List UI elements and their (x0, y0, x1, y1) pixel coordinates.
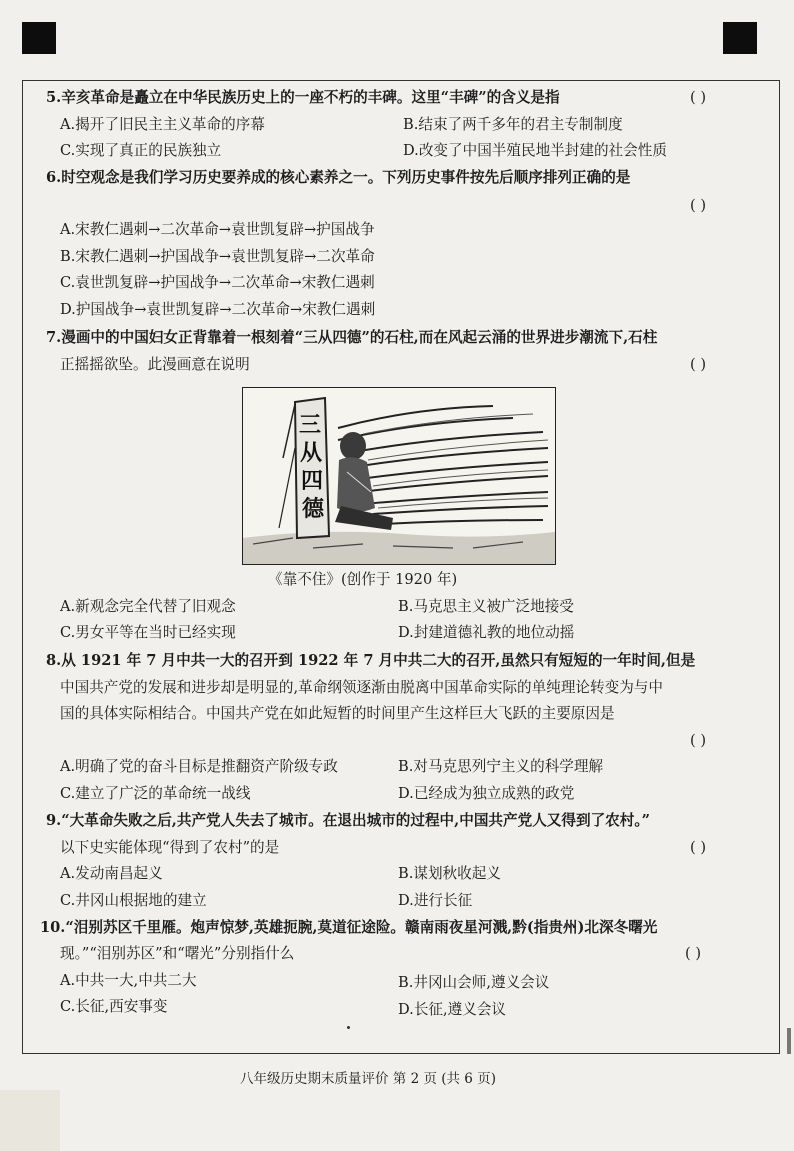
q5-option-b: B.结束了两千多年的君主专制制度 (403, 116, 623, 133)
q9-answer-bracket: ( ) (690, 839, 707, 856)
q10-stem-line1: 10.“泪别苏区千里雁。炮声惊梦,英雄扼腕,莫道征途险。赣南雨夜星河溅,黔(指贵州)北深冬曙光 (40, 919, 658, 936)
q5-option-d: D.改变了中国半殖民地半封建的社会性质 (403, 142, 667, 159)
q6-stem: 6.时空观念是我们学习历史要养成的核心素养之一。下列历史事件按先后顺序排列正确的是 (46, 169, 631, 186)
q9-stem-line2: 以下史实能体现“得到了农村”的是 (60, 839, 280, 856)
q8-answer-bracket: ( ) (690, 732, 707, 749)
q6-option-d: D.护国战争→袁世凯复辟→二次革命→宋教仁遇刺 (60, 301, 376, 318)
pillar-char-2: 从 (299, 441, 323, 466)
q7-option-b: B.马克思主义被广泛地接受 (398, 598, 574, 615)
q6-answer-bracket: ( ) (690, 197, 707, 214)
scan-edge-mark (787, 1028, 791, 1054)
q6-option-b: B.宋教仁遇刺→护国战争→袁世凯复辟→二次革命 (60, 248, 375, 265)
q5-option-c: C.实现了真正的民族独立 (60, 142, 222, 159)
q7-stem-line1: 7.漫画中的中国妇女正背靠着一根刻着“三从四德”的石柱,而在风起云涌的世界进步潮流下,石柱 (46, 329, 658, 346)
q5-stem: 5.辛亥革命是矗立在中华民族历史上的一座不朽的丰碑。这里“丰碑”的含义是指 (46, 89, 560, 106)
q8-option-d: D.已经成为独立成熟的政党 (398, 785, 575, 802)
q10-answer-bracket: ( ) (685, 945, 702, 962)
q9-option-b: B.谋划秋收起义 (398, 865, 501, 882)
q8-stem-line3: 国的具体实际相结合。中国共产党在如此短暂的时间里产生这样巨大飞跃的主要原因是 (60, 705, 615, 722)
scan-fade (0, 1090, 60, 1151)
q7-stem-line2: 正摇摇欲坠。此漫画意在说明 (60, 356, 250, 373)
stray-dot (347, 1026, 350, 1029)
q9-option-c: C.井冈山根据地的建立 (60, 892, 207, 909)
registration-mark-left (22, 22, 56, 54)
q8-option-b: B.对马克思列宁主义的科学理解 (398, 758, 604, 775)
q6-option-a: A.宋教仁遇刺→二次革命→袁世凯复辟→护国战争 (60, 221, 375, 238)
q9-stem-line1: 9.“大革命失败之后,共产党人失去了城市。在退出城市的过程中,中国共产党人又得到了农村。” (46, 812, 651, 829)
cartoon-caption: 《靠不住》(创作于 1920 年) (268, 571, 458, 588)
q10-option-c: C.长征,西安事变 (60, 998, 168, 1015)
q8-stem-line1: 8.从 1921 年 7 月中共一大的召开到 1922 年 7 月中共二大的召开,虽然只有短短的一年时间,但是 (46, 652, 696, 669)
q10-stem-line2: 现。”“泪别苏区”和“曙光”分别指什么 (60, 945, 295, 962)
pillar-char-3: 四 (300, 469, 324, 494)
q6-option-c: C.袁世凯复辟→护国战争→二次革命→宋教仁遇刺 (60, 274, 375, 291)
q10-option-b: B.井冈山会师,遵义会议 (398, 974, 550, 991)
q7-option-a: A.新观念完全代替了旧观念 (60, 598, 236, 615)
page-footer: 八年级历史期末质量评价 第 2 页 (共 6 页) (240, 1071, 496, 1087)
q8-option-a: A.明确了党的奋斗目标是推翻资产阶级专政 (60, 758, 338, 775)
registration-mark-right (723, 22, 757, 54)
cartoon-illustration (243, 388, 555, 564)
cartoon-figure (242, 387, 556, 565)
q10-option-d: D.长征,遵义会议 (398, 1001, 507, 1018)
q7-option-d: D.封建道德礼教的地位动摇 (398, 624, 575, 641)
pillar-char-1: 三 (298, 413, 322, 438)
q9-option-d: D.进行长征 (398, 892, 473, 909)
q5-answer-bracket: ( ) (690, 89, 707, 106)
q10-option-a: A.中共一大,中共二大 (60, 972, 197, 989)
q8-stem-line2: 中国共产党的发展和进步却是明显的,革命纲领逐渐由脱离中国革命实际的单纯理论转变为与中 (60, 679, 663, 696)
q7-option-c: C.男女平等在当时已经实现 (60, 624, 236, 641)
q8-option-c: C.建立了广泛的革命统一战线 (60, 785, 251, 802)
q7-answer-bracket: ( ) (690, 356, 707, 373)
q5-option-a: A.揭开了旧民主主义革命的序幕 (60, 116, 265, 133)
pillar-char-4: 德 (301, 497, 325, 522)
q9-option-a: A.发动南昌起义 (60, 865, 163, 882)
